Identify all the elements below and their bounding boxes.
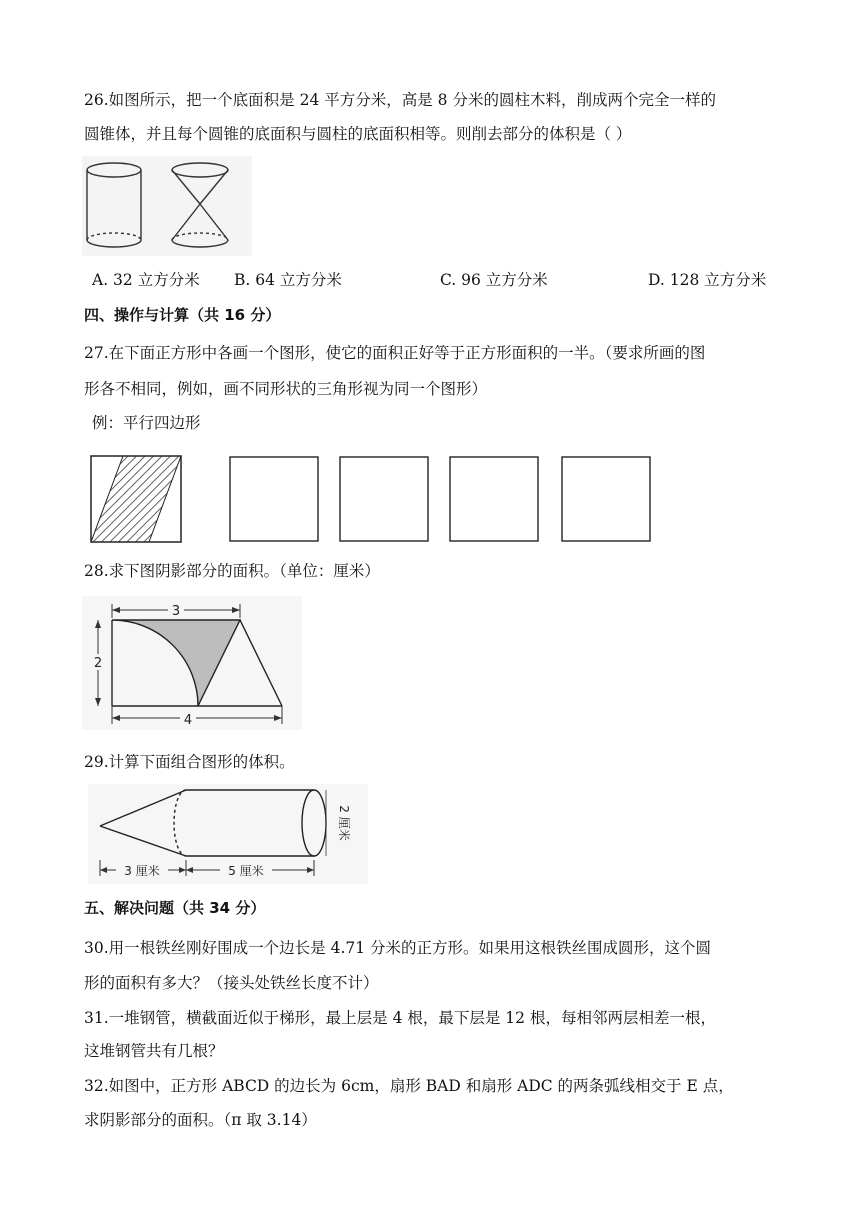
q26-option-c: C. 96 立方分米 — [440, 271, 548, 289]
q26-text-line2: 圆锥体，并且每个圆锥的底面积与圆柱的底面积相等。则削去部分的体积是（ ） — [84, 125, 632, 143]
q26-option-b: B. 64 立方分米 — [234, 271, 342, 289]
q30-text-line1: 30.用一根铁丝刚好围成一个边长是 4.71 分米的正方形。如果用这根铁丝围成圆形，这个圆 — [84, 939, 712, 957]
q28-label-top: 3 — [171, 604, 181, 619]
q26-text-line1: 26.如图所示，把一个底面积是 24 平方分米，高是 8 分米的圆柱木料，削成两个完全一样的 — [84, 91, 716, 109]
q27-text-line2: 形各不相同，例如，画不同形状的三角形视为同一个图形） — [84, 380, 488, 398]
q27-blank-square-4 — [560, 455, 652, 543]
q30-text-line2: 形的面积有多大？（接头处铁丝长度不计） — [84, 974, 379, 992]
q28-label-left: 2 — [93, 656, 103, 671]
q27-text-line1: 27.在下面正方形中各画一个图形，使它的面积正好等于正方形面积的一半。（要求所画的图 — [84, 344, 706, 362]
q26-figure — [82, 156, 252, 256]
q29-label-cone: 3 厘米 — [124, 864, 160, 878]
q28-label-bottom: 4 — [183, 713, 193, 728]
q31-text-line1: 31.一堆钢管，横截面近似于梯形，最上层是 4 根，最下层是 12 根，每相邻两层相差一根， — [84, 1009, 716, 1027]
q27-blank-square-3 — [448, 455, 540, 543]
q29-figure — [88, 784, 368, 884]
q28-text: 28.求下图阴影部分的面积。（单位：厘米） — [84, 562, 380, 580]
section-5-title: 五、解决问题（共 34 分） — [84, 899, 266, 917]
q32-text-line1: 32.如图中，正方形 ABCD 的边长为 6cm，扇形 BAD 和扇形 ADC 的两条弧线相交于 E 点， — [84, 1077, 734, 1095]
q27-example-label: 例：平行四边形 — [92, 414, 201, 432]
q29-text: 29.计算下面组合图形的体积。 — [84, 753, 295, 771]
q29-label-cylinder: 5 厘米 — [228, 864, 264, 878]
q26-option-d: D. 128 立方分米 — [648, 271, 767, 289]
section-4-title: 四、操作与计算（共 16 分） — [84, 306, 281, 324]
q27-blank-square-1 — [228, 455, 320, 543]
q32-text-line2: 求阴影部分的面积。（π 取 3.14） — [84, 1111, 317, 1129]
q27-blank-square-2 — [338, 455, 430, 543]
q26-option-a: A. 32 立方分米 — [92, 271, 200, 289]
q28-figure — [82, 596, 302, 730]
q31-text-line2: 这堆钢管共有几根？ — [84, 1042, 224, 1060]
q29-label-diameter: 2 厘米 — [337, 805, 351, 841]
q27-example-square — [88, 453, 184, 545]
